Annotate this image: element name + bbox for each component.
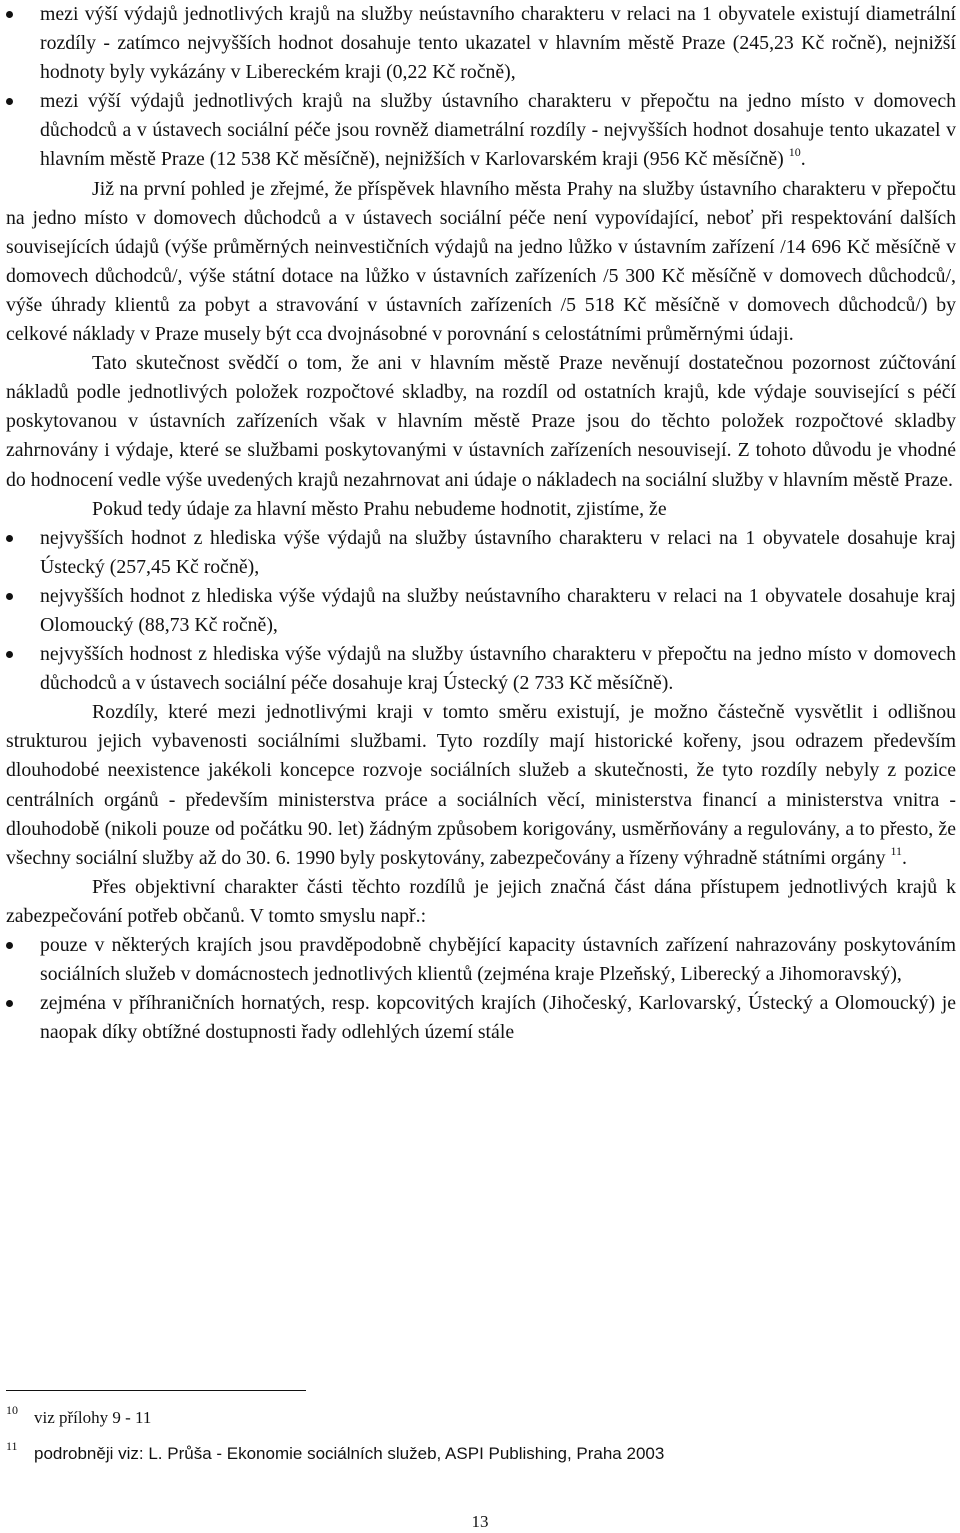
list-item: nejvyšších hodnot z hlediska výše výdajů na služby ústavního charakteru v relaci na 1 obyvatele dosahuje kraj Ústecký (257,45 Kč ročně), <box>6 524 956 582</box>
footnote-divider <box>6 1390 306 1391</box>
bullet-icon <box>6 98 13 105</box>
bullet-icon <box>6 942 13 949</box>
footnote <box>6 1436 946 1472</box>
bullet-list-mid <box>6 524 956 699</box>
bullet-list-bottom <box>6 931 956 1047</box>
footnote-number: 10 <box>6 1403 18 1417</box>
bullet-icon <box>6 11 13 18</box>
bullet-icon <box>6 1000 13 1007</box>
footnote <box>6 1400 946 1436</box>
footnote-text: viz přílohy 9 - 11 <box>34 1408 152 1427</box>
bullet-icon <box>6 535 13 542</box>
paragraph: Rozdíly, které mezi jednotlivými kraji v tomto směru existují, je možno částečně vysvětlit i odlišnou strukturou jejich vybavenosti sociálními službami. Tyto rozdíly mají historické kořeny, jsou odrazem především dlouhodobé neexistence jakékoli koncepce rozvoje sociálních služeb a skutečnosti, že tyto rozdíly nebyly z pozice centrálních orgánů - především ministerstva práce a sociálních věcí, ministerstva financí a ministerstva vnitra - dlouhodobě (nikoli pouze od počátku 90. let) žádným způsobem korigovány, usměrňovány a regulovány, a to přesto, že všechny sociální služby až do 30. 6. 1990 byly poskytovány, zabezpečovány a řízeny výhradně státními orgány $^{11}$. <box>6 701 956 869</box>
paragraph: Tato skutečnost svědčí o tom, že ani v hlavním městě Praze nevěnují dostatečnou pozornost zúčtování nákladů podle jednotlivých položek rozpočtové skladby, na rozdíl od ostatních krajů, kde výdaje související s péčí poskytovanou v ústavních zařízeních však v hlavním městě Praze jsou do těchto položek rozpočtové skladby zahrnovány i výdaje, které se službami poskytovanými v ústavních zařízeních nesouvisejí. Z tohoto důvodu je vhodné do hodnocení vedle výše uvedených krajů nezahrnovat ani údaje o nákladech na sociální služby v hlavním městě Praze. <box>6 352 956 491</box>
list-item: nejvyšších hodnot z hlediska výše výdajů na služby neústavního charakteru v relaci na 1 obyvatele dosahuje kraj Olomoucký (88,73 Kč ročně), <box>6 582 956 640</box>
list-item: pouze v některých krajích jsou pravděpodobně chybějící kapacity ústavních zařízení nahrazovány poskytováním sociálních služeb v domácnostech jednotlivých klientů (zejména kraje Plzeňský, Liberecký a Jihomoravský), <box>6 931 956 989</box>
footnote-text: podrobněji viz: L. Průša - Ekonomie sociálních služeb, ASPI Publishing, Praha 2003 <box>34 1444 665 1463</box>
list-item: zejména v příhraničních hornatých, resp. kopcovitých krajích (Jihočeský, Karlovarský, Ústecký a Olomoucký) je naopak díky obtížné dostupnosti řady odlehlých území stále <box>6 989 956 1047</box>
bullet-list-top <box>6 0 956 175</box>
bullet-icon <box>6 593 13 600</box>
list-item: mezi výší výdajů jednotlivých krajů na služby neústavního charakteru v relaci na 1 obyvatele existují diametrální rozdíly - zatímco nejvyšších hodnot dosahuje tento ukazatel v hlavním městě Praze (245,23 Kč ročně), nejnižší hodnoty byly vykázány v Libereckém kraji (0,22 Kč ročně), <box>6 0 956 87</box>
footnotes <box>6 1400 946 1472</box>
footnote-ref[interactable]: 10 <box>788 145 801 160</box>
body-text <box>6 0 956 1047</box>
page-number: 13 <box>471 1512 489 1531</box>
bullet-icon <box>6 651 13 658</box>
paragraph: Přes objektivní charakter části těchto rozdílů je jejich značná část dána přístupem jednotlivých krajů k zabezpečování potřeb občanů. V tomto smyslu např.: <box>6 875 956 927</box>
list-item: mezi výší výdajů jednotlivých krajů na služby ústavního charakteru v přepočtu na jedno místo v domovech důchodců a v ústavech sociální péče jsou rovněž diametrální rozdíly - nejvyšších hodnot dosahuje tento ukazatel v hlavním městě Praze (12 538 Kč měsíčně), nejnižších v Karlovarském kraji (956 Kč měsíčně) $^{10}$. <box>6 87 956 174</box>
footnote-number: 11 <box>6 1439 18 1453</box>
footnote-ref[interactable]: 11 <box>890 843 902 858</box>
paragraph: Pokud tedy údaje za hlavní město Prahu nebudeme hodnotit, zjistíme, že <box>92 497 667 520</box>
paragraph: Již na první pohled je zřejmé, že příspěvek hlavního města Prahy na služby ústavního charakteru v přepočtu na jedno místo v domovech důchodců a v ústavech sociální péče není vypovídající, neboť při respektování dalších souvisejících údajů (výše průměrných neinvestičních výdajů na jedno lůžko v ústavním zařízení /14 696 Kč měsíčně v domovech důchodců/, výše státní dotace na lůžko v ústavních zařízeních /5 300 Kč měsíčně v domovech důchodců/, výše úhrady klientů za pobyt a stravování v ústavních zařízeních /5 518 Kč měsíčně v domovech důchodců/) by celkové náklady v Praze musely být cca dvojnásobné v porovnání s celostátními průměrnými údaji. <box>6 177 956 346</box>
list-item: nejvyšších hodnost z hlediska výše výdajů na služby ústavního charakteru v přepočtu na jedno místo v domovech důchodců a v ústavech sociální péče dosahuje kraj Ústecký (2 733 Kč měsíčně). <box>6 640 956 698</box>
